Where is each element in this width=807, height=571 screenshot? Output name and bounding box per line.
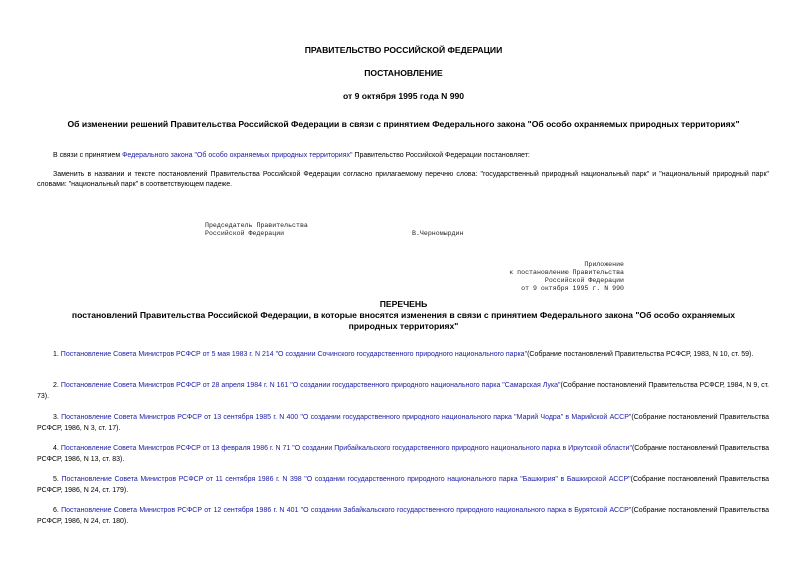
intro-paragraph bbox=[37, 151, 769, 161]
list-item-number: 1. bbox=[53, 351, 61, 358]
list-item-link[interactable]: Постановление Совета Министров РСФСР от 13 февраля 1986 г. N 71 "О создании Прибайкальского государственного природного национального парка в Иркутской области" bbox=[60, 445, 632, 452]
signature-name: В.Черномырдин bbox=[412, 230, 464, 237]
list-item bbox=[37, 381, 769, 402]
list-item-number: 3. bbox=[53, 414, 62, 421]
list-heading: ПЕРЕЧЕНЬ bbox=[379, 299, 428, 309]
list-item-link[interactable]: Постановление Совета Министров РСФСР от 5 мая 1983 г. N 214 "О создании Сочинского государственного природного национального парка" bbox=[60, 351, 528, 358]
appendix-line1: Приложение bbox=[584, 261, 624, 268]
list-item-source: (Собрание постановлений Правительства РСФСР, 1983, N 10, ст. 59). bbox=[527, 351, 754, 358]
appendix-line3: Российской Федерации bbox=[544, 277, 624, 284]
list-item-source: (Собрание постановлений Правительства РСФСР, 1986, N 24, ст. 180). bbox=[37, 507, 769, 525]
intro-text-before: В связи с принятием bbox=[53, 152, 123, 159]
list-subheading: постановлений Правительства Российской Федерации, в которые вносятся изменения в связи с принятием Федерального закона "Об особо охраняемых природных территориях" bbox=[71, 310, 736, 331]
intro-text-after: Правительство Российской Федерации постановляет: bbox=[352, 152, 530, 159]
list-item-source: (Собрание постановлений Правительства РСФСР, 1986, N 24, ст. 179). bbox=[37, 476, 769, 494]
list-item-source: (Собрание постановлений Правительства РСФСР, 1986, N 13, ст. 83). bbox=[37, 445, 769, 463]
list-item bbox=[37, 506, 769, 527]
appendix-line2: к постановлению Правительства bbox=[509, 269, 624, 276]
document-type: ПОСТАНОВЛЕНИЕ bbox=[364, 68, 443, 78]
list-item-source: (Собрание постановлений Правительства РСФСР, 1984, N 9, ст. 73). bbox=[37, 382, 769, 400]
list-item bbox=[37, 444, 769, 465]
list-item-link[interactable]: Постановление Совета Министров РСФСР от 11 сентября 1986 г. N 398 "О создании государственного природного национального парка "Башкирия" в Башкирской АССР" bbox=[61, 476, 631, 483]
order-paragraph: Заменить в названии и тексте постановлений Правительства Российской Федерации согласно прилагаемому перечню слова: "государственный природный национальный парк" и "национальный природный парк" словами: "национальный парк" в соответствующем падеже. bbox=[37, 171, 769, 188]
list-item bbox=[37, 475, 769, 496]
list-item-link[interactable]: Постановление Совета Министров РСФСР от 12 сентября 1986 г. N 401 "О создании Забайкальского государственного природного национального парка в Бурятской АССР" bbox=[61, 507, 632, 514]
list-item-number: 5. bbox=[53, 476, 62, 483]
federal-law-link[interactable]: Федерального закона "Об особо охраняемых природных территориях" bbox=[122, 152, 353, 159]
list-item-number: 4. bbox=[53, 445, 61, 452]
list-item-source: (Собрание постановлений Правительства РСФСР, 1986, N 3, ст. 17). bbox=[37, 414, 769, 432]
document-title: Об изменении решений Правительства Российской Федерации в связи с принятием Федерального закона "Об особо охраняемых природных территориях" bbox=[67, 119, 740, 129]
government-heading: ПРАВИТЕЛЬСТВО РОССИЙСКОЙ ФЕДЕРАЦИИ bbox=[304, 45, 503, 55]
list-item bbox=[37, 350, 769, 361]
list-item-link[interactable]: Постановление Совета Министров РСФСР от 13 сентября 1985 г. N 400 "О создании государственного природного национального парка "Марий Чодра" в Марийской АССР" bbox=[61, 414, 632, 421]
list-item bbox=[37, 413, 769, 434]
appendix-line4: от 9 октября 1995 г. N 990 bbox=[521, 285, 624, 292]
document-date-number: от 9 октября 1995 года N 990 bbox=[342, 91, 465, 101]
signature-position-line1: Председатель Правительства bbox=[205, 222, 308, 229]
list-item-number: 2. bbox=[53, 382, 61, 389]
list-item-number: 6. bbox=[53, 507, 62, 514]
list-item-link[interactable]: Постановление Совета Министров РСФСР от 28 апреля 1984 г. N 161 "О создании государственного природного национального парка "Самарская Лука" bbox=[60, 382, 561, 389]
signature-position-line2: Российской Федерации bbox=[205, 230, 285, 237]
